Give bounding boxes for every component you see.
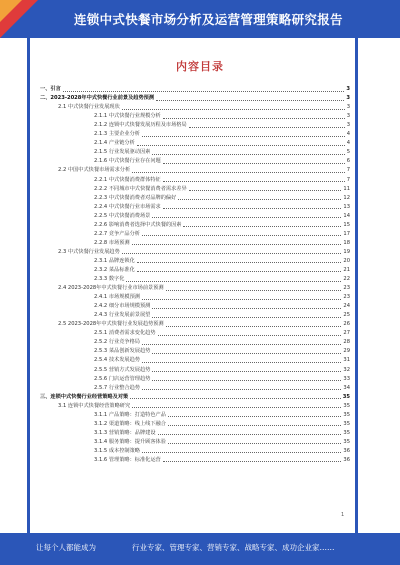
toc-entry-page: 22 xyxy=(343,276,350,283)
toc-entry-label: 三、连锁中式快餐行业经营策略及对策 xyxy=(40,393,129,400)
toc-entry-label: 3.1 连锁中式快餐经营策略研究 xyxy=(58,402,131,409)
toc-leader-dots xyxy=(163,163,345,164)
toc-entry-page: 25 xyxy=(343,312,350,319)
toc-entry-page: 35 xyxy=(343,420,350,427)
toc-entry[interactable] xyxy=(36,257,350,266)
toc-entry-page: 36 xyxy=(343,447,350,454)
toc-entry-label: 3.1.4 服务策略：提升顾客体验 xyxy=(94,438,166,445)
toc-entry-page: 3 xyxy=(346,113,350,120)
toc-entry[interactable] xyxy=(36,194,350,203)
toc-entry[interactable] xyxy=(36,103,350,112)
toc-entry-label: 3.1.6 管理策略：标准化运营 xyxy=(94,456,161,463)
toc-leader-dots xyxy=(152,308,341,309)
toc-entry-page: 21 xyxy=(343,266,350,273)
toc-entry-page: 15 xyxy=(343,221,350,228)
toc-entry[interactable] xyxy=(36,393,350,402)
toc-leader-dots xyxy=(152,317,341,318)
toc-entry-label: 2.2.7 竞争产品分析 xyxy=(94,230,140,237)
toc-entry-label: 2.1.6 中式快餐行业存在问题 xyxy=(94,158,161,165)
toc-leader-dots xyxy=(166,326,342,327)
toc-entry-label: 2.3.3 数字化 xyxy=(94,276,125,283)
toc-entry-page: 35 xyxy=(342,393,350,400)
toc-leader-dots xyxy=(163,208,342,209)
toc-entry[interactable] xyxy=(36,438,350,447)
toc-entry[interactable] xyxy=(36,429,350,438)
toc-entry-page: 11 xyxy=(343,185,350,192)
toc-entry-label: 2.2.3 中式快餐消费者对品牌的偏好 xyxy=(94,194,177,201)
toc-entry[interactable] xyxy=(36,293,350,302)
toc-entry[interactable] xyxy=(36,284,350,293)
toc-leader-dots xyxy=(163,181,345,182)
toc-entry[interactable] xyxy=(36,329,350,338)
toc-entry[interactable] xyxy=(36,384,350,393)
toc-entry-page: 20 xyxy=(343,257,350,264)
toc-leader-dots xyxy=(142,235,341,236)
toc-entry[interactable] xyxy=(36,266,350,275)
toc-leader-dots xyxy=(142,136,345,137)
toc-entry-page: 27 xyxy=(343,330,350,337)
toc-leader-dots xyxy=(122,253,342,254)
toc-leader-dots xyxy=(163,118,345,119)
toc-entry-label: 2.4.2 细分市场规模预测 xyxy=(94,303,151,310)
toc-entry-page: 5 xyxy=(346,149,350,156)
toc-entry[interactable] xyxy=(36,239,350,248)
toc-entry[interactable] xyxy=(36,402,350,411)
toc-entry[interactable] xyxy=(36,230,350,239)
toc-entry[interactable] xyxy=(36,275,350,284)
toc-entry-label: 3.1.5 成本控制策略 xyxy=(94,447,140,454)
toc-entry[interactable] xyxy=(36,320,350,329)
toc-entry[interactable] xyxy=(36,411,350,420)
toc-entry[interactable] xyxy=(36,420,350,429)
toc-leader-dots xyxy=(156,100,344,101)
toc-entry-label: 2.1 中式快餐行业发展现状 xyxy=(58,104,120,111)
toc-entry-label: 2.5 2023-2028年中式快餐行业发展趋势预测 xyxy=(58,321,164,328)
toc-entry-page: 23 xyxy=(343,294,350,301)
toc-leader-dots xyxy=(168,425,341,426)
toc-leader-dots xyxy=(158,335,342,336)
toc-entry[interactable] xyxy=(36,248,350,257)
toc-leader-dots xyxy=(142,389,341,390)
report-header xyxy=(0,0,400,38)
toc-entry-page: 35 xyxy=(343,438,350,445)
toc-leader-dots xyxy=(130,398,341,399)
toc-entry[interactable] xyxy=(36,121,350,130)
toc-leader-dots xyxy=(126,281,341,282)
toc-leader-dots xyxy=(189,127,345,128)
toc-leader-dots xyxy=(178,199,341,200)
toc-leader-dots xyxy=(122,109,345,110)
toc-entry-page: 3 xyxy=(346,122,350,129)
toc-entry-page: 12 xyxy=(343,194,350,201)
toc-entry-label: 2.2.6 影响消费者选择中式快餐的因素 xyxy=(94,221,182,228)
toc-entry-page: 18 xyxy=(343,239,350,246)
toc-entry-page: 28 xyxy=(343,339,350,346)
left-border xyxy=(27,38,30,533)
toc-leader-dots xyxy=(132,172,345,173)
toc-leader-dots xyxy=(142,362,341,363)
toc-entry-page: 35 xyxy=(343,402,350,409)
toc-entry[interactable] xyxy=(36,166,350,175)
toc-entry[interactable] xyxy=(36,302,350,311)
toc-entry-label: 2.5.6 门店运营管理趋势 xyxy=(94,375,151,382)
toc-entry[interactable] xyxy=(36,356,350,365)
toc-entry-label: 3.1.3 营销策略：品牌建设 xyxy=(94,429,156,436)
toc-entry-label: 二、2023-2028年中式快餐行业前景及趋势预测 xyxy=(40,95,155,102)
toc-entry-page: 35 xyxy=(343,429,350,436)
right-border xyxy=(355,38,358,533)
toc-entry[interactable] xyxy=(36,139,350,148)
toc-entry-page: 24 xyxy=(343,303,350,310)
toc-leader-dots xyxy=(142,299,341,300)
toc-leader-dots xyxy=(183,226,341,227)
toc-entry-label: 2.1.3 主要企业分析 xyxy=(94,131,140,138)
toc-entry-page: 35 xyxy=(343,411,350,418)
toc-entry-label: 2.2.2 不同城市中式快餐消费者需求差异 xyxy=(94,185,187,192)
toc-entry[interactable] xyxy=(36,456,350,465)
toc-leader-dots xyxy=(163,461,342,462)
report-title: 连锁中式快餐市场分析及运营管理策略研究报告 xyxy=(74,12,343,27)
toc-entry-page: 19 xyxy=(343,248,350,255)
toc-leader-dots xyxy=(152,371,341,372)
toc-entry[interactable] xyxy=(36,338,350,347)
toc-entry-page: 31 xyxy=(343,357,350,364)
toc-leader-dots xyxy=(137,262,342,263)
toc-leader-dots xyxy=(132,407,341,408)
table-of-contents xyxy=(36,85,350,465)
toc-entry-label: 2.1.4 产业链分析 xyxy=(94,140,135,147)
toc-entry-label: 2.2 中国中式快餐市场需求分析 xyxy=(58,167,131,174)
toc-entry[interactable] xyxy=(36,212,350,221)
toc-entry[interactable] xyxy=(36,185,350,194)
toc-entry[interactable] xyxy=(36,221,350,230)
toc-entry-page: 3 xyxy=(346,86,350,93)
toc-leader-dots xyxy=(132,244,342,245)
toc-entry[interactable] xyxy=(36,112,350,121)
toc-entry-label: 2.1.2 连锁中式快餐发展历程及市场格局 xyxy=(94,122,187,129)
toc-entry-label: 2.2.1 中式快餐消费群体特征 xyxy=(94,176,161,183)
toc-entry-label: 2.2.8 市场预测 xyxy=(94,239,130,246)
toc-entry-page: 34 xyxy=(343,384,350,391)
toc-entry-page: 7 xyxy=(346,167,350,174)
toc-entry-label: 2.3.2 菜品标准化 xyxy=(94,266,135,273)
toc-leader-dots xyxy=(142,452,341,453)
toc-entry-label: 3.1.2 渠道策略：线上线下融合 xyxy=(94,420,166,427)
toc-leader-dots xyxy=(158,434,342,435)
toc-entry-page: 13 xyxy=(343,203,350,210)
toc-entry[interactable] xyxy=(36,85,350,94)
toc-entry-label: 2.4 2023-2028年中式快餐行业市场前景预测 xyxy=(58,285,164,292)
toc-entry[interactable] xyxy=(36,130,350,139)
toc-entry-page: 23 xyxy=(343,285,350,292)
toc-leader-dots xyxy=(137,271,342,272)
toc-entry-page: 3 xyxy=(346,95,350,102)
toc-entry[interactable] xyxy=(36,157,350,166)
toc-leader-dots xyxy=(142,344,341,345)
toc-entry[interactable] xyxy=(36,447,350,456)
toc-entry-page: 4 xyxy=(346,140,350,147)
toc-leader-dots xyxy=(137,145,345,146)
toc-entry[interactable] xyxy=(36,365,350,374)
toc-leader-dots xyxy=(152,380,341,381)
toc-leader-dots xyxy=(152,353,341,354)
toc-entry[interactable] xyxy=(36,347,350,356)
page-number: 1 xyxy=(341,512,345,518)
toc-leader-dots xyxy=(152,217,341,218)
toc-leader-dots xyxy=(63,91,345,92)
toc-entry-page: 3 xyxy=(346,104,350,111)
toc-leader-dots xyxy=(168,416,341,417)
toc-entry[interactable] xyxy=(36,375,350,384)
toc-entry[interactable] xyxy=(36,148,350,157)
toc-entry-label: 2.5.3 菜品创新发展趋势 xyxy=(94,348,151,355)
toc-entry-label: 2.5.5 营销方式发展趋势 xyxy=(94,366,151,373)
toc-entry-label: 2.3.1 品牌连锁化 xyxy=(94,257,135,264)
toc-entry-label: 2.1.5 行业发展驱动因素 xyxy=(94,149,151,156)
footer-slogan: 行业专家、管理专家、营销专家、战略专家、成功企业家…… xyxy=(132,543,335,552)
toc-entry-label: 2.5.7 行业整合趋势 xyxy=(94,384,140,391)
toc-leader-dots xyxy=(189,190,342,191)
toc-entry-page: 4 xyxy=(346,131,350,138)
toc-entry-label: 2.5.2 行业竞争格局 xyxy=(94,339,140,346)
toc-entry-label: 一、引言 xyxy=(40,86,61,93)
toc-entry-label: 2.2.4 中式快餐行业市场需求 xyxy=(94,203,161,210)
toc-entry-label: 2.1.1 中式快餐行业规模分析 xyxy=(94,113,161,120)
toc-heading: 内容目录 xyxy=(176,60,224,73)
toc-entry-label: 3.1.1 产品策略：打造特色产品 xyxy=(94,411,166,418)
toc-entry-label: 2.3 中式快餐行业发展趋势 xyxy=(58,248,120,255)
footer-tagline: 让每个人都能成为 xyxy=(36,543,96,552)
toc-entry-page: 29 xyxy=(343,348,350,355)
toc-entry-page: 33 xyxy=(343,375,350,382)
toc-entry-page: 36 xyxy=(343,456,350,463)
toc-leader-dots xyxy=(168,443,341,444)
toc-entry[interactable] xyxy=(36,94,350,103)
toc-entry-label: 2.5.1 消费者需求变化趋势 xyxy=(94,330,156,337)
toc-entry[interactable] xyxy=(36,175,350,184)
toc-entry-page: 6 xyxy=(346,158,350,165)
toc-entry-label: 2.5.4 技术发展趋势 xyxy=(94,357,140,364)
toc-entry-page: 14 xyxy=(343,212,350,219)
toc-leader-dots xyxy=(152,154,344,155)
corner-stripe-decoration xyxy=(0,0,38,38)
toc-entry[interactable] xyxy=(36,311,350,320)
report-footer xyxy=(0,533,400,565)
toc-entry-page: 17 xyxy=(343,230,350,237)
toc-entry-page: 7 xyxy=(346,176,350,183)
toc-entry-page: 32 xyxy=(343,366,350,373)
toc-entry[interactable] xyxy=(36,203,350,212)
toc-entry-label: 2.4.1 市场规模预测 xyxy=(94,294,140,301)
toc-entry-label: 2.4.3 行业发展前景展望 xyxy=(94,312,151,319)
toc-leader-dots xyxy=(166,290,342,291)
toc-entry-label: 2.2.5 中式快餐消费场景 xyxy=(94,212,151,219)
toc-entry-page: 26 xyxy=(343,321,350,328)
